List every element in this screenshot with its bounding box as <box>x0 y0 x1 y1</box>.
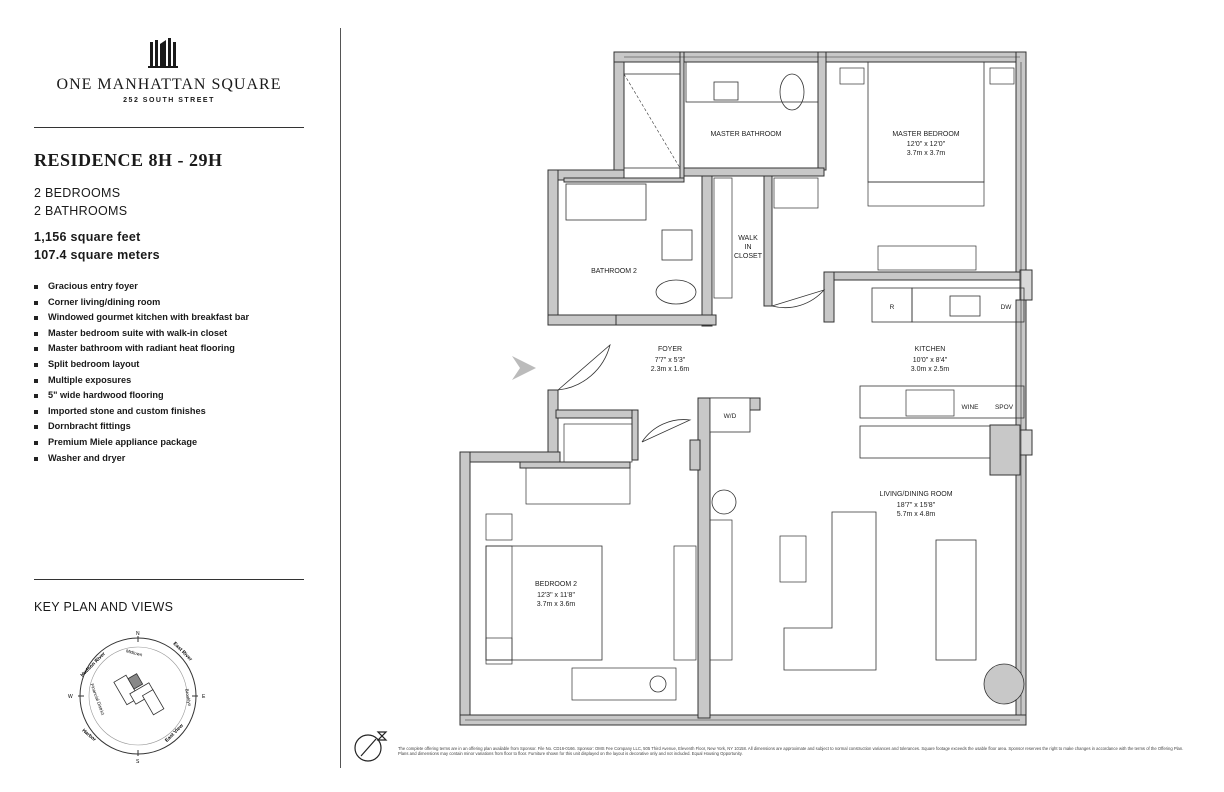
room-kitchen-ft: 10'0" x 8'4" <box>912 357 948 364</box>
feature-item: Multiple exposures <box>34 373 249 389</box>
legal-disclaimer: The complete offering terms are in an offering plan available from Sponsor. File No. CD16-0166. Sponsor: OMS Fee Company LLC, 505 Third Avenue, Eleventh Floor, New York, NY 10158. All dimensions are approximate and subject to normal construction variances and tolerances. Square footage exceeds the usable floor area. Sponsor reserves the right to make changes in accordance with the terms of the Offering Plan. Plans and dimensions may contain minor variations from floor to floor. Furniture shown for this unit displayed on the layout is decorative only and not included. Equal Housing Opportunity. <box>398 746 1184 757</box>
key-west-label: W <box>68 694 73 700</box>
feature-item: Master bedroom suite with walk-in closet <box>34 326 249 342</box>
building-logo-icon <box>148 38 182 70</box>
key-harbor-label: Harbor <box>80 727 98 743</box>
brand-name: ONE MANHATTAN SQUARE <box>56 76 282 93</box>
room-foyer: FOYER <box>657 346 683 353</box>
north-arrow-icon <box>352 728 392 768</box>
room-bathroom2: BATHROOM 2 <box>591 268 637 275</box>
feature-item: Dornbracht fittings <box>34 419 249 435</box>
appliance-speed-oven: SPOV <box>994 404 1014 411</box>
feature-item: Premium Miele appliance package <box>34 435 249 451</box>
room-kitchen: KITCHEN <box>914 346 946 353</box>
key-brooklyn-label: Brooklyn <box>184 688 193 707</box>
residence-title: RESIDENCE 8H - 29H <box>34 150 223 170</box>
room-living-ft: 18'7" x 15'8" <box>896 502 936 509</box>
key-east-label: E <box>202 694 206 700</box>
divider <box>34 127 304 128</box>
key-north-label: N <box>136 631 140 637</box>
feature-item: Corner living/dining room <box>34 295 249 311</box>
appliance-wd: W/D <box>723 413 737 420</box>
entry-arrow-icon <box>512 356 536 380</box>
room-kitchen-m: 3.0m x 2.5m <box>910 366 950 373</box>
appliance-fridge: R <box>889 304 895 311</box>
key-eastview-label: East View <box>164 722 185 744</box>
room-bedroom2-m: 3.7m x 3.6m <box>536 601 576 608</box>
square-feet: 1,156 square feet <box>34 230 141 244</box>
key-financial-label: Financial District <box>89 682 106 716</box>
room-master-bedroom-m: 3.7m x 3.7m <box>906 150 946 157</box>
room-master-bathroom: MASTER BATHROOM <box>710 131 782 138</box>
room-living-m: 5.7m x 4.8m <box>896 511 936 518</box>
room-bedroom2-ft: 12'3" x 11'8" <box>537 592 575 599</box>
key-plan-title: KEY PLAN AND VIEWS <box>34 600 174 614</box>
bedrooms-count: 2 BEDROOMS <box>34 186 121 200</box>
square-meters: 107.4 square meters <box>34 248 160 262</box>
feature-item: 5" wide hardwood flooring <box>34 388 249 404</box>
room-bedroom2: BEDROOM 2 <box>534 581 578 588</box>
appliance-dishwasher: DW <box>1000 304 1012 311</box>
room-closet-3: CLOSET <box>733 253 763 260</box>
key-midtown-label: Midtown <box>125 648 143 658</box>
room-living: LIVING/DINING ROOM <box>879 491 953 498</box>
info-panel <box>0 0 340 792</box>
feature-item: Split bedroom layout <box>34 357 249 373</box>
room-closet-1: WALK <box>738 235 758 242</box>
feature-item: Imported stone and custom finishes <box>34 404 249 420</box>
key-hudson-label: Hudson River <box>79 651 107 679</box>
room-foyer-ft: 7'7" x 5'3" <box>654 357 686 364</box>
key-eastriver-label: East River <box>171 640 194 663</box>
appliance-wine: WINE <box>961 404 979 411</box>
features-list <box>34 279 249 466</box>
feature-item: Windowed gourmet kitchen with breakfast bar <box>34 310 249 326</box>
divider <box>34 579 304 580</box>
bathrooms-count: 2 BATHROOMS <box>34 204 128 218</box>
building-footprint <box>114 667 164 724</box>
key-plan-diagram <box>58 628 218 768</box>
feature-item: Washer and dryer <box>34 451 249 467</box>
room-foyer-m: 2.3m x 1.6m <box>650 366 690 373</box>
floor-plan <box>340 0 1224 792</box>
key-south-label: S <box>136 759 140 765</box>
feature-item: Gracious entry foyer <box>34 279 249 295</box>
brand-address: 252 SOUTH STREET <box>123 97 215 104</box>
room-master-bedroom-ft: 12'0" x 12'0" <box>906 141 946 148</box>
room-master-bedroom: MASTER BEDROOM <box>892 131 960 138</box>
room-closet-2: IN <box>744 244 752 251</box>
feature-item: Master bathroom with radiant heat flooring <box>34 341 249 357</box>
